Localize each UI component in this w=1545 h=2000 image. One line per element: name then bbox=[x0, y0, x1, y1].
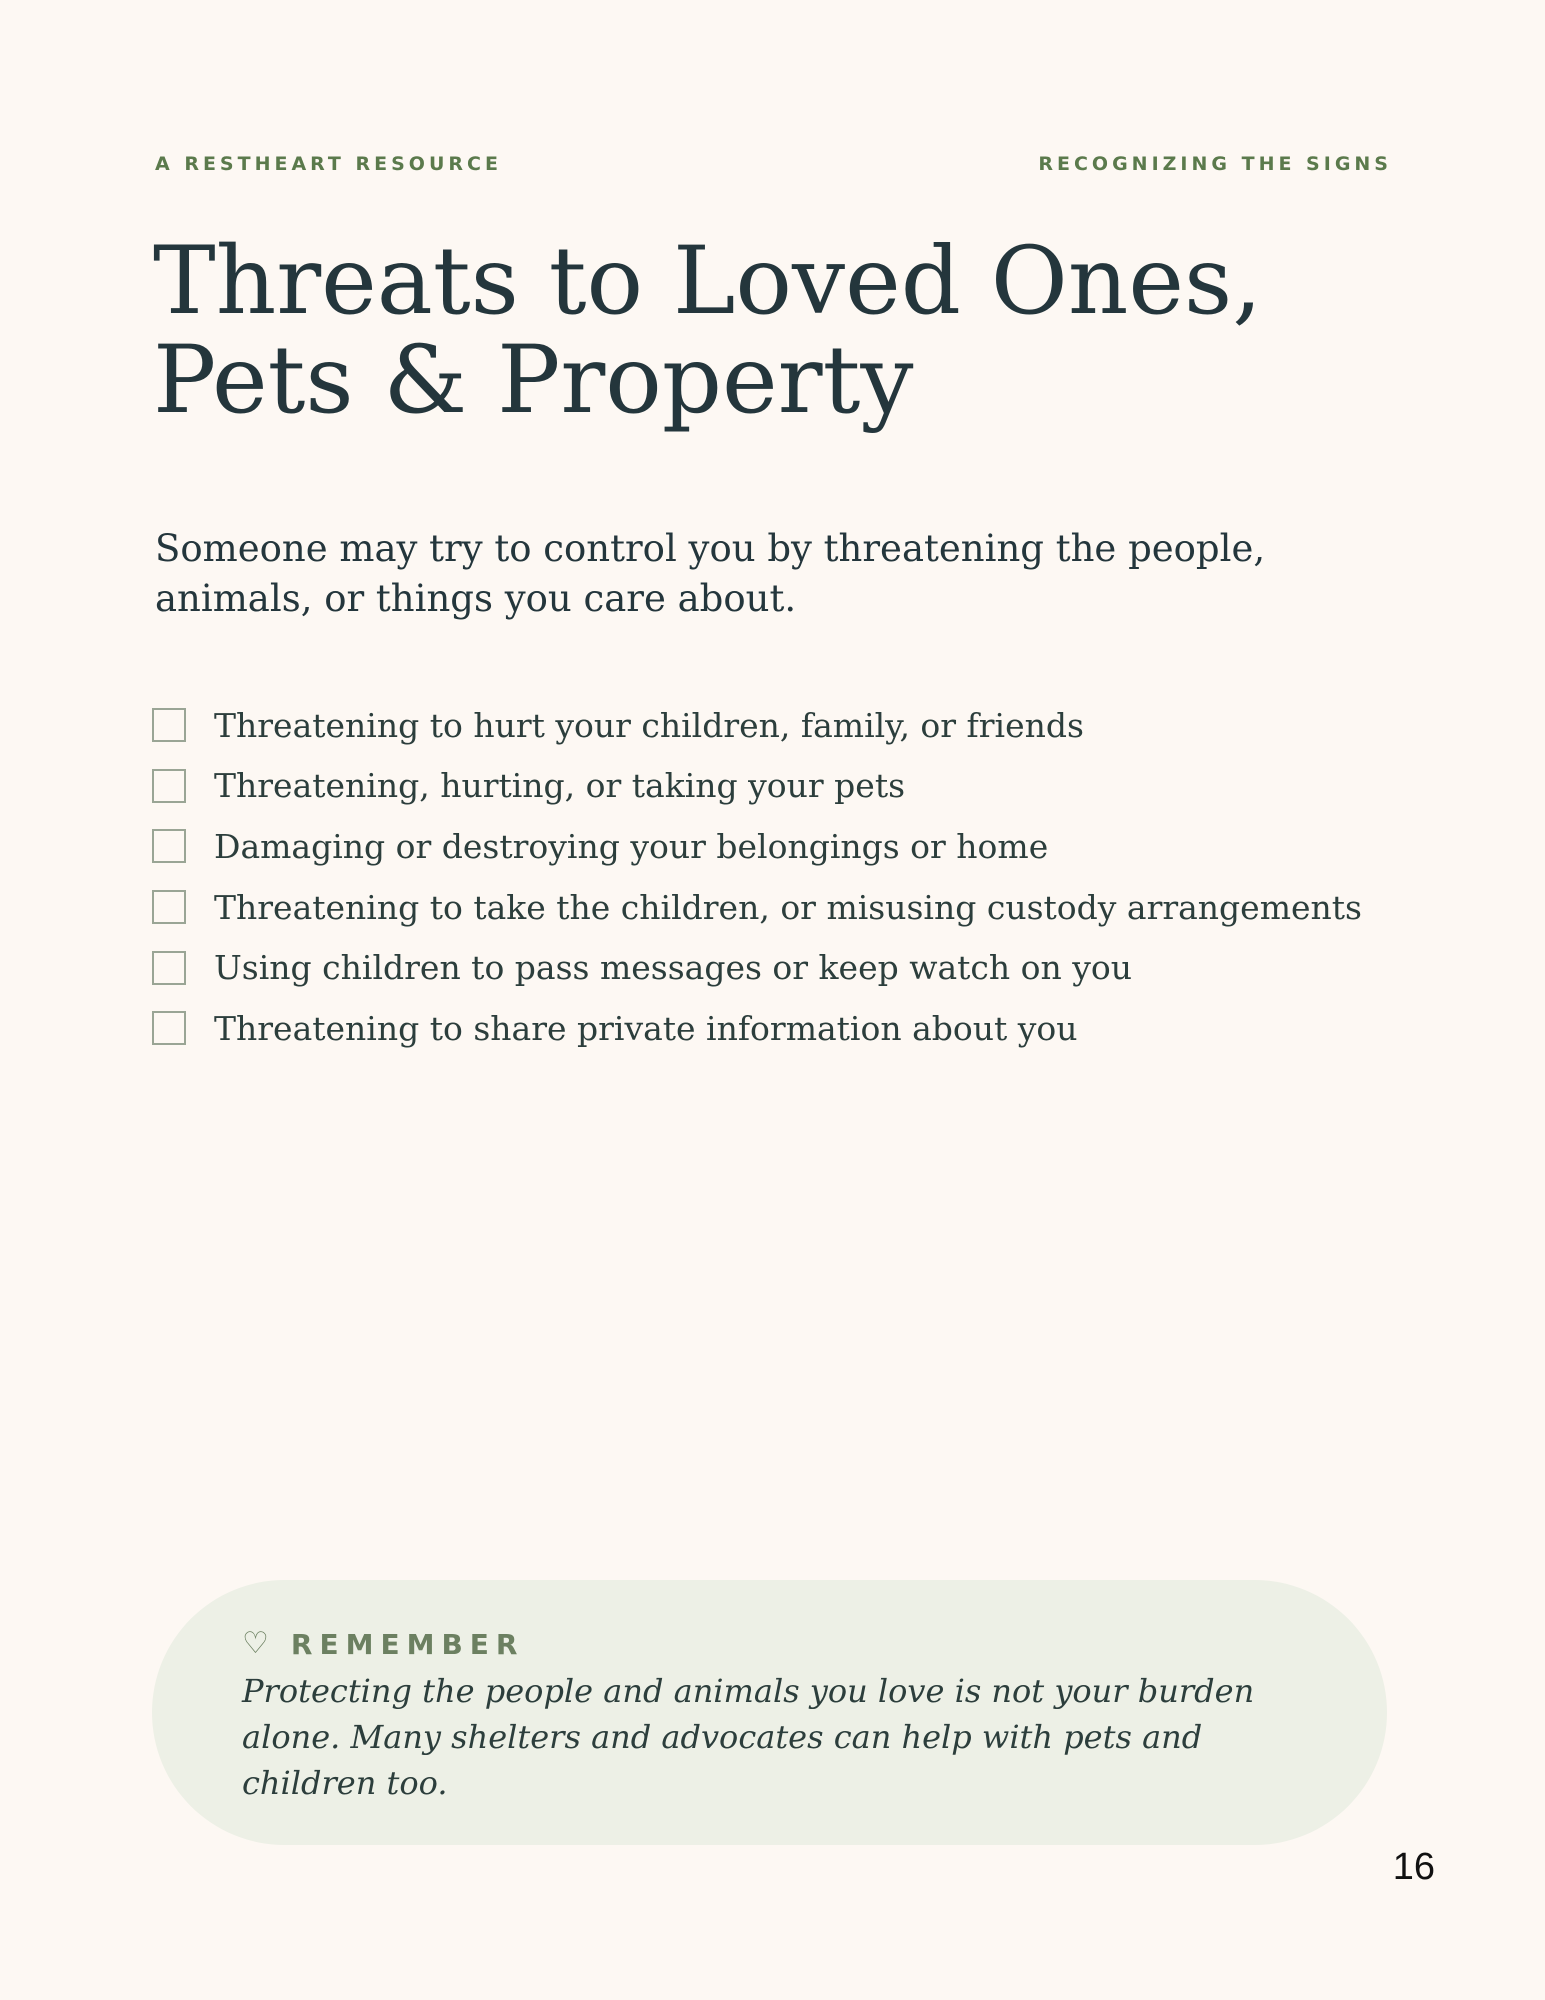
checklist-item-text: Damaging or destroying your belongings or home bbox=[214, 826, 1049, 866]
callout-label: REMEMBER bbox=[290, 1627, 525, 1661]
checklist-item bbox=[152, 816, 1362, 877]
page-title-line-1: Threats to Loved Ones, bbox=[153, 227, 1263, 336]
checklist-item-text: Using children to pass messages or keep watch on you bbox=[214, 948, 1132, 988]
page-title bbox=[153, 227, 1413, 435]
checklist-item bbox=[152, 998, 1362, 1059]
remember-callout bbox=[152, 1580, 1387, 1845]
heart-icon: ♡ bbox=[242, 1626, 269, 1661]
callout-text: Protecting the people and animals you love is not your burden alone. Many shelters and advocates can help with pets and children too. bbox=[242, 1672, 1255, 1802]
checklist-item-text: Threatening to take the children, or misusing custody arrangements bbox=[214, 887, 1362, 927]
page-number: 16 bbox=[1392, 1846, 1435, 1888]
checklist-item-text: Threatening to share private information about you bbox=[214, 1008, 1078, 1048]
checklist-item-text: Threatening to hurt your children, family, or friends bbox=[214, 705, 1084, 745]
checklist-item bbox=[152, 937, 1362, 998]
page-title-line-2: Pets & Property bbox=[153, 326, 914, 435]
checkbox[interactable] bbox=[152, 951, 186, 985]
running-header-right: RECOGNIZING THE SIGNS bbox=[1038, 153, 1392, 175]
checkbox[interactable] bbox=[152, 1011, 186, 1045]
checklist-item-text: Threatening, hurting, or taking your pets bbox=[214, 766, 906, 806]
checkbox[interactable] bbox=[152, 890, 186, 924]
running-header-left: A RESTHEART RESOURCE bbox=[155, 153, 502, 175]
warning-signs-checklist bbox=[152, 695, 1362, 1059]
intro-paragraph: Someone may try to control you by threatening the people, animals, or things you care about. bbox=[155, 527, 1266, 620]
checklist-item bbox=[152, 756, 1362, 817]
checklist-item bbox=[152, 877, 1362, 938]
checkbox[interactable] bbox=[152, 708, 186, 742]
callout-header bbox=[242, 1622, 1297, 1666]
checkbox[interactable] bbox=[152, 769, 186, 803]
checkbox[interactable] bbox=[152, 829, 186, 863]
checklist-item bbox=[152, 695, 1362, 756]
